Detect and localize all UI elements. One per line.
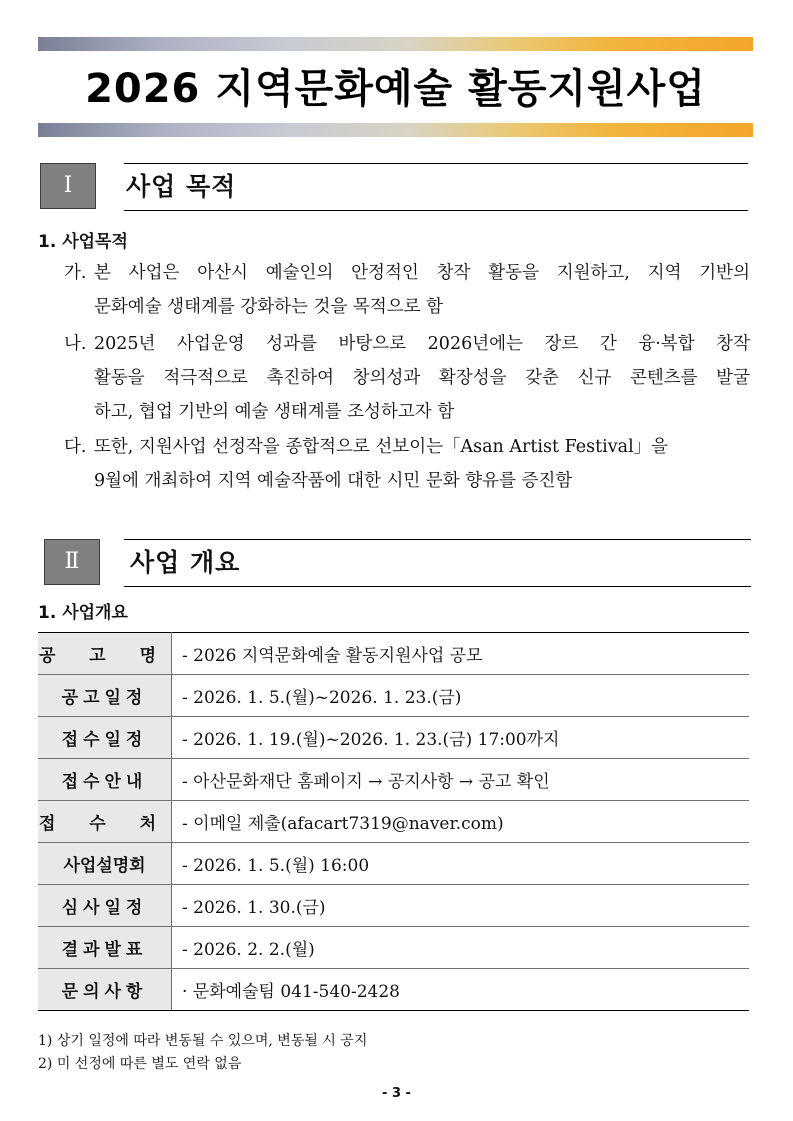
list-marker: 가. (64, 263, 87, 283)
section-rule-top (124, 163, 748, 164)
footnote: 1) 상기 일정에 따라 변동될 수 있으며, 변동될 시 공지 (38, 1033, 368, 1049)
list-marker: 나. (64, 334, 87, 354)
list-item (64, 430, 750, 498)
section-rule-bottom (124, 586, 751, 587)
row-label-text: 사업설명회 (63, 856, 146, 876)
table-row (38, 633, 749, 675)
table-row (38, 801, 749, 843)
row-label (38, 675, 172, 717)
footnote: 2) 미 선정에 따른 별도 연락 없음 (38, 1056, 242, 1072)
page-number: - 3 - (382, 1086, 411, 1101)
row-label (38, 633, 172, 675)
row-label-text: 심사일정 (61, 898, 148, 918)
list-line: 문화예술 생태계를 강화하는 것을 목적으로 함 (94, 297, 444, 317)
table-row (38, 759, 749, 801)
title-band-top (38, 37, 753, 51)
row-label-text: 접수일정 (61, 730, 148, 750)
list-marker: 다. (64, 437, 87, 457)
title-band-bottom (38, 123, 753, 137)
row-value: - 2026. 1. 5.(월) 16:00 (172, 843, 750, 885)
row-label (38, 801, 172, 843)
overview-table (38, 632, 749, 1011)
row-label (38, 843, 172, 885)
list-line: 9월에 개최하여 지역 예술작품에 대한 시민 문화 향유를 증진함 (94, 471, 573, 491)
row-value: · 문화예술팀 041-540-2428 (172, 969, 750, 1011)
row-value: - 2026 지역문화예술 활동지원사업 공모 (172, 633, 750, 675)
row-value: - 2026. 1. 5.(월)~2026. 1. 23.(금) (172, 675, 750, 717)
row-label-text: 문의사항 (61, 982, 148, 1002)
section-rule-top (124, 539, 751, 540)
row-label-text: 결과발표 (61, 940, 148, 960)
row-label (38, 885, 172, 927)
row-value: - 2026. 2. 2.(월) (172, 927, 750, 969)
row-value: - 이메일 제출(afacart7319@naver.com) (172, 801, 750, 843)
row-value: - 2026. 1. 30.(금) (172, 885, 750, 927)
row-value: - 2026. 1. 19.(월)~2026. 1. 23.(금) 17:00까지 (172, 717, 750, 759)
document-title: 2026 지역문화예술 활동지원사업 (85, 66, 706, 112)
row-label (38, 717, 172, 759)
row-label (38, 969, 172, 1011)
list-line: 2025년 사업운영 성과를 바탕으로 2026년에는 장르 간 융·복합 창작 (94, 334, 750, 354)
subsection-heading: 1. 사업목적 (38, 232, 128, 252)
table-row (38, 675, 749, 717)
section-rule-bottom (124, 210, 748, 211)
list-line: 활동을 적극적으로 촉진하여 창의성과 확장성을 갖춘 신규 콘텐츠를 발굴 (94, 368, 750, 388)
list-line: 하고, 협업 기반의 예술 생태계를 조성하고자 함 (94, 402, 455, 422)
list-item (64, 327, 750, 429)
list-item (64, 256, 750, 324)
section-number-box: Ⅱ (44, 539, 100, 585)
row-label (38, 759, 172, 801)
list-line: 본 사업은 아산시 예술인의 안정적인 창작 활동을 지원하고, 지역 기반의 (94, 263, 750, 283)
table-row (38, 885, 749, 927)
table-row (38, 717, 749, 759)
table-row (38, 969, 749, 1011)
row-label-text: 공고일정 (61, 688, 148, 708)
subsection-heading: 1. 사업개요 (38, 603, 128, 623)
table-row (38, 927, 749, 969)
list-line: 또한, 지원사업 선정작을 종합적으로 선보이는「Asan Artist Festival」을 (94, 437, 669, 457)
table-row (38, 843, 749, 885)
row-label-text: 공 고 명 (38, 646, 171, 666)
row-value: - 아산문화재단 홈페이지 → 공지사항 → 공고 확인 (172, 759, 750, 801)
section-title: 사업 개요 (130, 548, 241, 577)
section-title: 사업 목적 (126, 172, 237, 201)
section-number-box: Ⅰ (40, 163, 96, 209)
row-label (38, 927, 172, 969)
row-label-text: 접수안내 (61, 772, 148, 792)
row-label-text: 접 수 처 (38, 814, 171, 834)
